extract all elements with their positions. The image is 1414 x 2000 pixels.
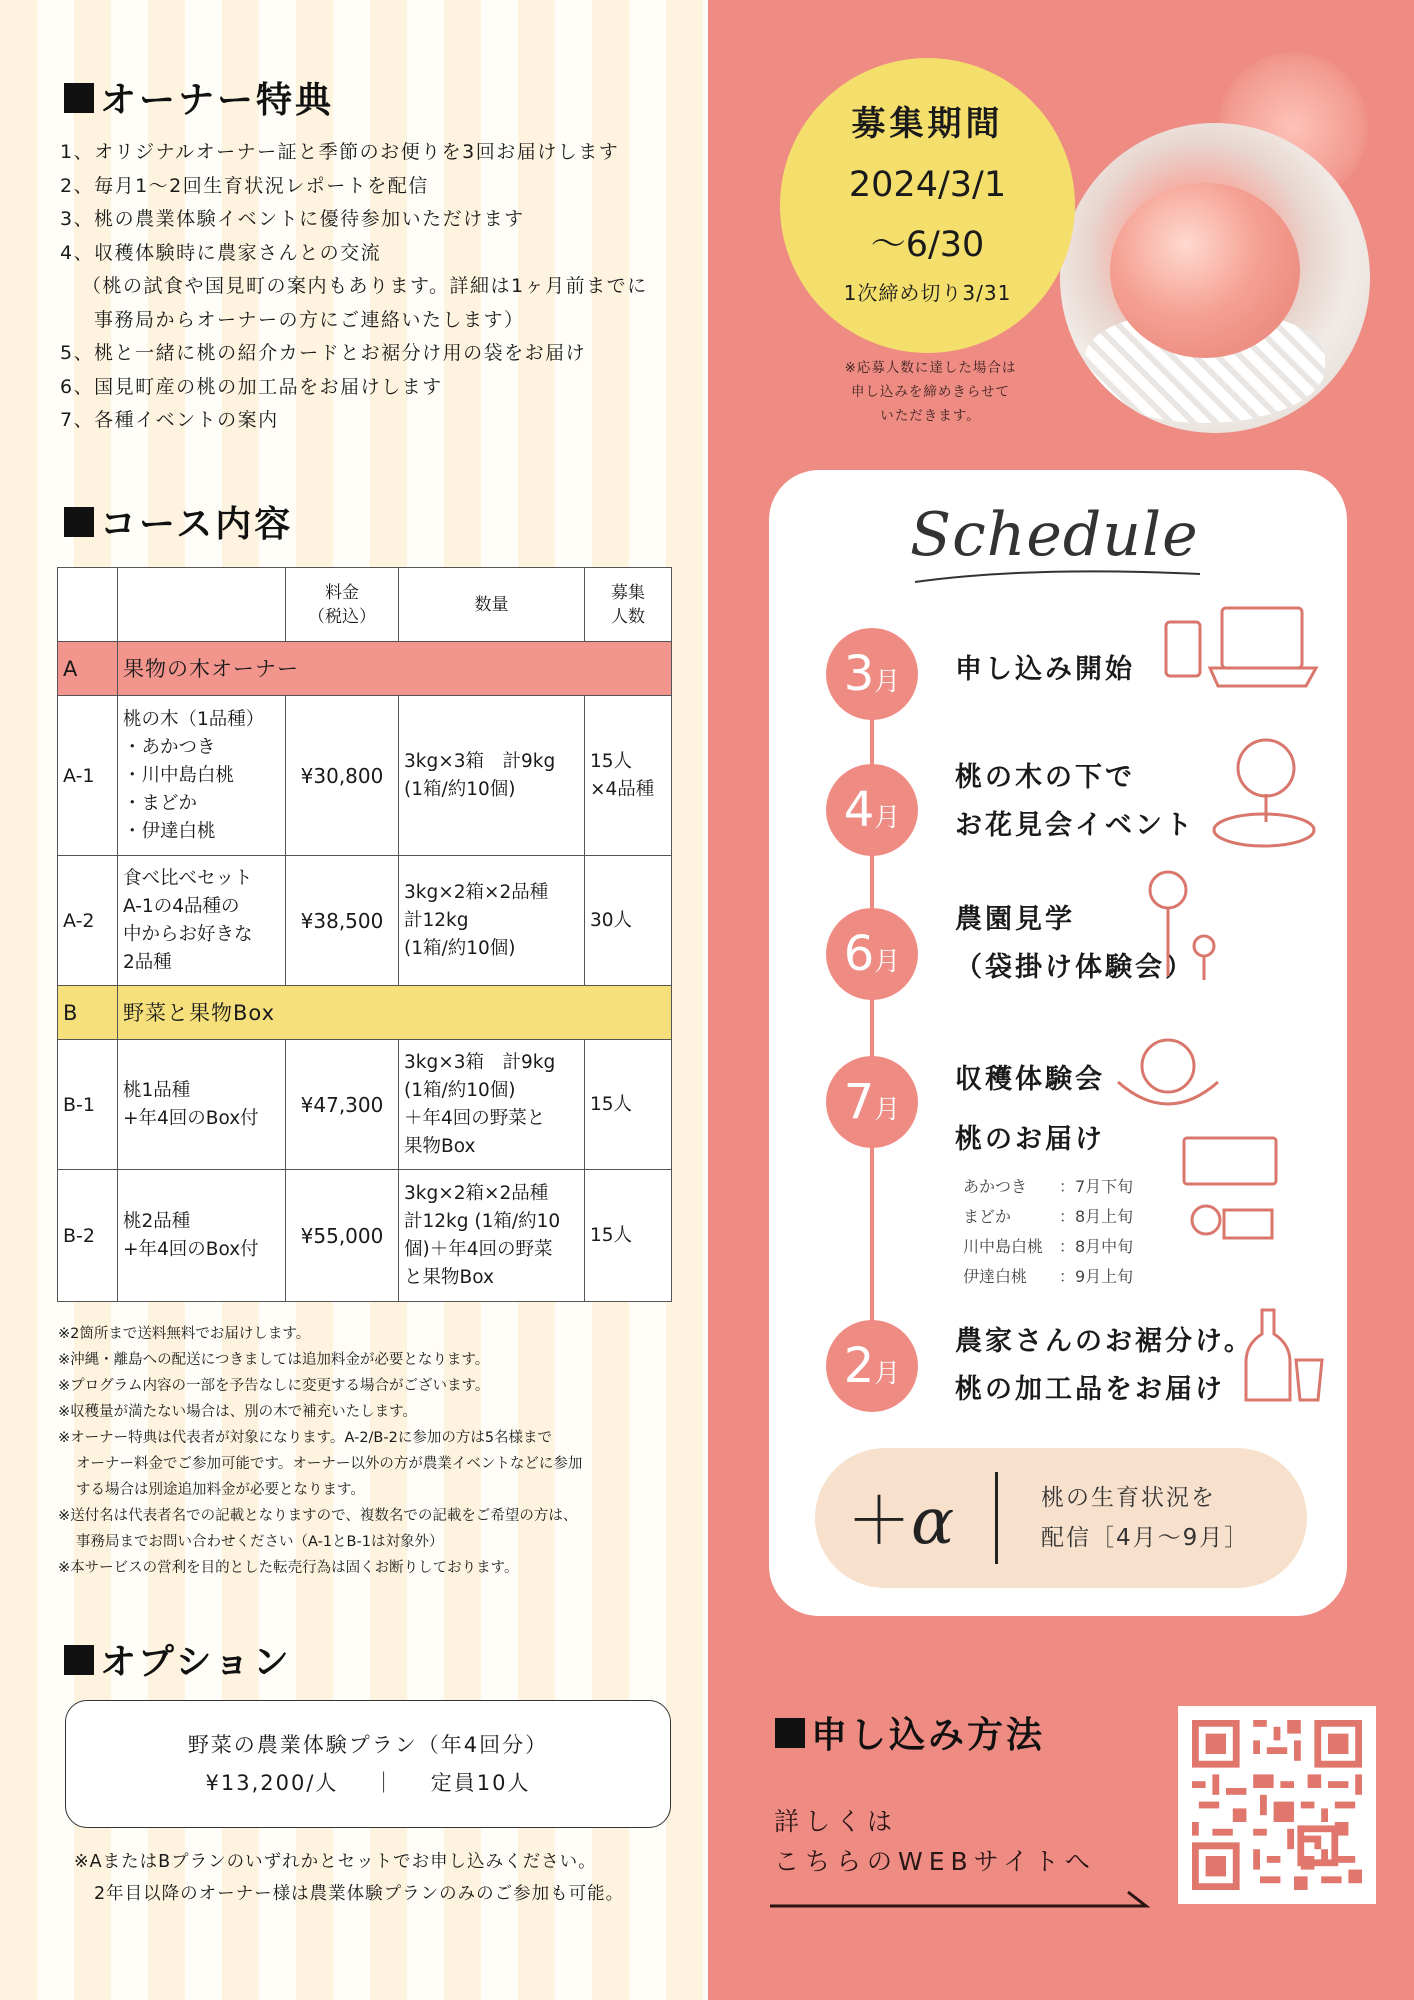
table-row: B-1 桃1品種 +年4回のBox付 ¥47,300 3kg×3箱 計9kg (1箱/約10個) ＋年4回の野菜と 果物Box 15人 bbox=[58, 1040, 672, 1170]
plus-alpha-text: 桃の生育状況を 配信［4月〜9月］ bbox=[1041, 1485, 1250, 1551]
capacity-header: 募集 人数 bbox=[585, 568, 672, 642]
note-item: ※本サービスの営利を目的とした転売行為は固くお断りしております。 bbox=[58, 1560, 519, 1576]
plus-alpha-symbol: ＋α bbox=[847, 1485, 955, 1559]
table-row: A-2 食べ比べセット A-1の4品種の 中からお好きな 2品種 ¥38,500 3kg×2箱×2品種 計12kg (1箱/約10個) 30人 bbox=[58, 856, 672, 986]
harvest-row: 川中島白桃 ：8月中旬 bbox=[963, 1237, 1134, 1256]
option-notes bbox=[74, 1846, 704, 1910]
table-row: B-2 桃2品種 +年4回のBox付 ¥55,000 3kg×2箱×2品種 計12kg (1箱/約10 個)＋年4回の野菜 と果物Box 15人 bbox=[58, 1170, 672, 1302]
recruit-end-date: 〜6/30 bbox=[870, 225, 985, 265]
peach-box-delivery-icon bbox=[1176, 1124, 1286, 1244]
table-header-row bbox=[58, 568, 672, 642]
section-row-a: A 果物の木オーナー bbox=[58, 642, 672, 696]
benefit-item: 4、収穫体験時に農家さんとの交流 bbox=[60, 241, 382, 264]
section-row-b: B 野菜と果物Box bbox=[58, 986, 672, 1040]
square-bullet-icon bbox=[64, 507, 94, 537]
course-heading: コース内容 bbox=[64, 496, 293, 547]
cherry-blossom-picnic-icon bbox=[1206, 734, 1326, 854]
square-bullet-icon bbox=[64, 83, 94, 113]
qr-code-icon bbox=[1192, 1720, 1362, 1890]
notes-list bbox=[58, 1321, 698, 1581]
note-item: ※プログラム内容の一部を予告なしに変更する場合がございます。 bbox=[58, 1378, 490, 1394]
course-table bbox=[57, 567, 672, 1302]
arrow-icon bbox=[766, 1886, 1156, 1912]
option-note: ※AまたはBプランのいずれかとセットでお申し込みください。 bbox=[74, 1852, 597, 1872]
table-row: A-1 桃の木（1品種） ・あかつき ・川中島白桃 ・まどか ・伊達白桃 ¥30,800 3kg×3箱 計9kg (1箱/約10個) 15人 ×4品種 bbox=[58, 696, 672, 856]
price-header: 料金 （税込） bbox=[286, 568, 399, 642]
qty-header: 数量 bbox=[399, 568, 585, 642]
peach-photo bbox=[1060, 123, 1370, 433]
option-box bbox=[65, 1700, 671, 1828]
laptop-tablet-icon bbox=[1160, 602, 1320, 698]
recruit-note: ※応募人数に達した場合は 申し込みを締めきらせて いただきます。 bbox=[844, 360, 1017, 424]
harvest-schedule bbox=[963, 1172, 1133, 1292]
note-item: ※送付名は代表者名での記載となりますので、複数名での記載をご希望の方は、 bbox=[58, 1508, 578, 1524]
month-badge-april: 4月 bbox=[826, 764, 918, 856]
qr-code[interactable] bbox=[1178, 1706, 1376, 1904]
month-badge-june: 6月 bbox=[826, 908, 918, 1000]
recruit-title: 募集期間 bbox=[851, 104, 1004, 144]
recruit-deadline: 1次締め切り3/31 bbox=[843, 281, 1012, 305]
benefit-item-detail: （桃の試食や国見町の案内もあります。詳細は1ヶ月前までに bbox=[82, 275, 648, 297]
note-item: ※沖縄・離島への配送につきましては追加料金が必要となります。 bbox=[58, 1352, 490, 1368]
juice-bottle-icon bbox=[1222, 1300, 1330, 1410]
event-june: 農園見学 （袋掛け体験会） bbox=[955, 904, 1195, 983]
note-item: オーナー料金でご参加可能です。オーナー以外の方が農業イベントなどに参加 bbox=[76, 1456, 583, 1472]
note-item: ※オーナー特典は代表者が対象になります。A-2/B-2に参加の方は5名様まで bbox=[58, 1430, 553, 1446]
benefit-item-detail: 事務局からオーナーの方にご連絡いたします） bbox=[94, 308, 525, 331]
option-price: ¥13,200/人 bbox=[205, 1771, 339, 1795]
harvest-row: 伊達白桃 ：9月上旬 bbox=[963, 1267, 1134, 1286]
benefit-item: 5、桃と一緒に桃の紹介カードとお裾分け用の袋をお届け bbox=[60, 342, 587, 364]
event-february: 農家さんのお裾分け。 桃の加工品をお届け bbox=[955, 1326, 1254, 1405]
benefit-item: 1、オリジナルオーナー証と季節のお便りを3回お届けします bbox=[60, 141, 620, 163]
month-badge-july: 7月 bbox=[826, 1056, 918, 1148]
recruit-period-badge bbox=[780, 58, 1075, 353]
peach-illustration bbox=[1110, 183, 1300, 358]
event-march: 申し込み開始 bbox=[955, 654, 1135, 685]
note-item: ※2箇所まで送料無料でお届けします。 bbox=[58, 1326, 311, 1342]
option-plan: 野菜の農業体験プラン（年4回分） bbox=[187, 1733, 549, 1757]
square-bullet-icon bbox=[775, 1718, 805, 1748]
note-item: 事務局までお問い合わせください（A-1とB-1は対象外） bbox=[76, 1534, 444, 1550]
option-note: 2年目以降のオーナー様は農業体験プランのみのご参加も可能。 bbox=[94, 1884, 625, 1904]
option-price-line bbox=[66, 1763, 670, 1803]
website-link[interactable]: 詳しくは こちらのWEBサイトへ bbox=[774, 1807, 1096, 1876]
benefit-item: 3、桃の農業体験イベントに優待参加いただけます bbox=[60, 208, 525, 230]
event-april: 桃の木の下で お花見会イベント bbox=[955, 762, 1195, 841]
divider bbox=[995, 1472, 998, 1564]
benefit-item: 2、毎月1〜2回生育状況レポートを配信 bbox=[60, 174, 429, 197]
option-separator: ｜ bbox=[373, 1771, 397, 1795]
plus-alpha-box bbox=[815, 1448, 1307, 1588]
farm-visit-icon bbox=[1128, 866, 1228, 986]
note-item: する場合は別途追加料金が必要となります。 bbox=[76, 1482, 365, 1498]
harvest-row: あかつき ：7月下旬 bbox=[963, 1177, 1134, 1196]
hands-holding-peach-icon bbox=[1108, 1026, 1228, 1126]
month-badge-february: 2月 bbox=[826, 1320, 918, 1412]
note-item: ※収穫量が満たない場合は、別の木で補充いたします。 bbox=[58, 1404, 417, 1420]
benefit-item: 7、各種イベントの案内 bbox=[60, 409, 279, 431]
square-bullet-icon bbox=[64, 1645, 94, 1675]
recruit-start-date: 2024/3/1 bbox=[848, 165, 1007, 205]
option-heading: オプション bbox=[64, 1634, 292, 1685]
schedule-title: Schedule bbox=[910, 500, 1199, 570]
option-capacity: 定員10人 bbox=[430, 1771, 531, 1795]
month-badge-march: 3月 bbox=[826, 628, 918, 720]
benefit-item: 6、国見町産の桃の加工品をお届けします bbox=[60, 375, 443, 398]
owner-benefit-list bbox=[60, 136, 690, 438]
script-underline bbox=[910, 560, 1210, 590]
harvest-row: まどか ：8月上旬 bbox=[963, 1207, 1134, 1226]
apply-heading: 申し込み方法 bbox=[775, 1707, 1045, 1758]
event-july: 収穫体験会 桃のお届け bbox=[955, 1064, 1105, 1155]
owner-heading: オーナー特典 bbox=[64, 72, 334, 123]
